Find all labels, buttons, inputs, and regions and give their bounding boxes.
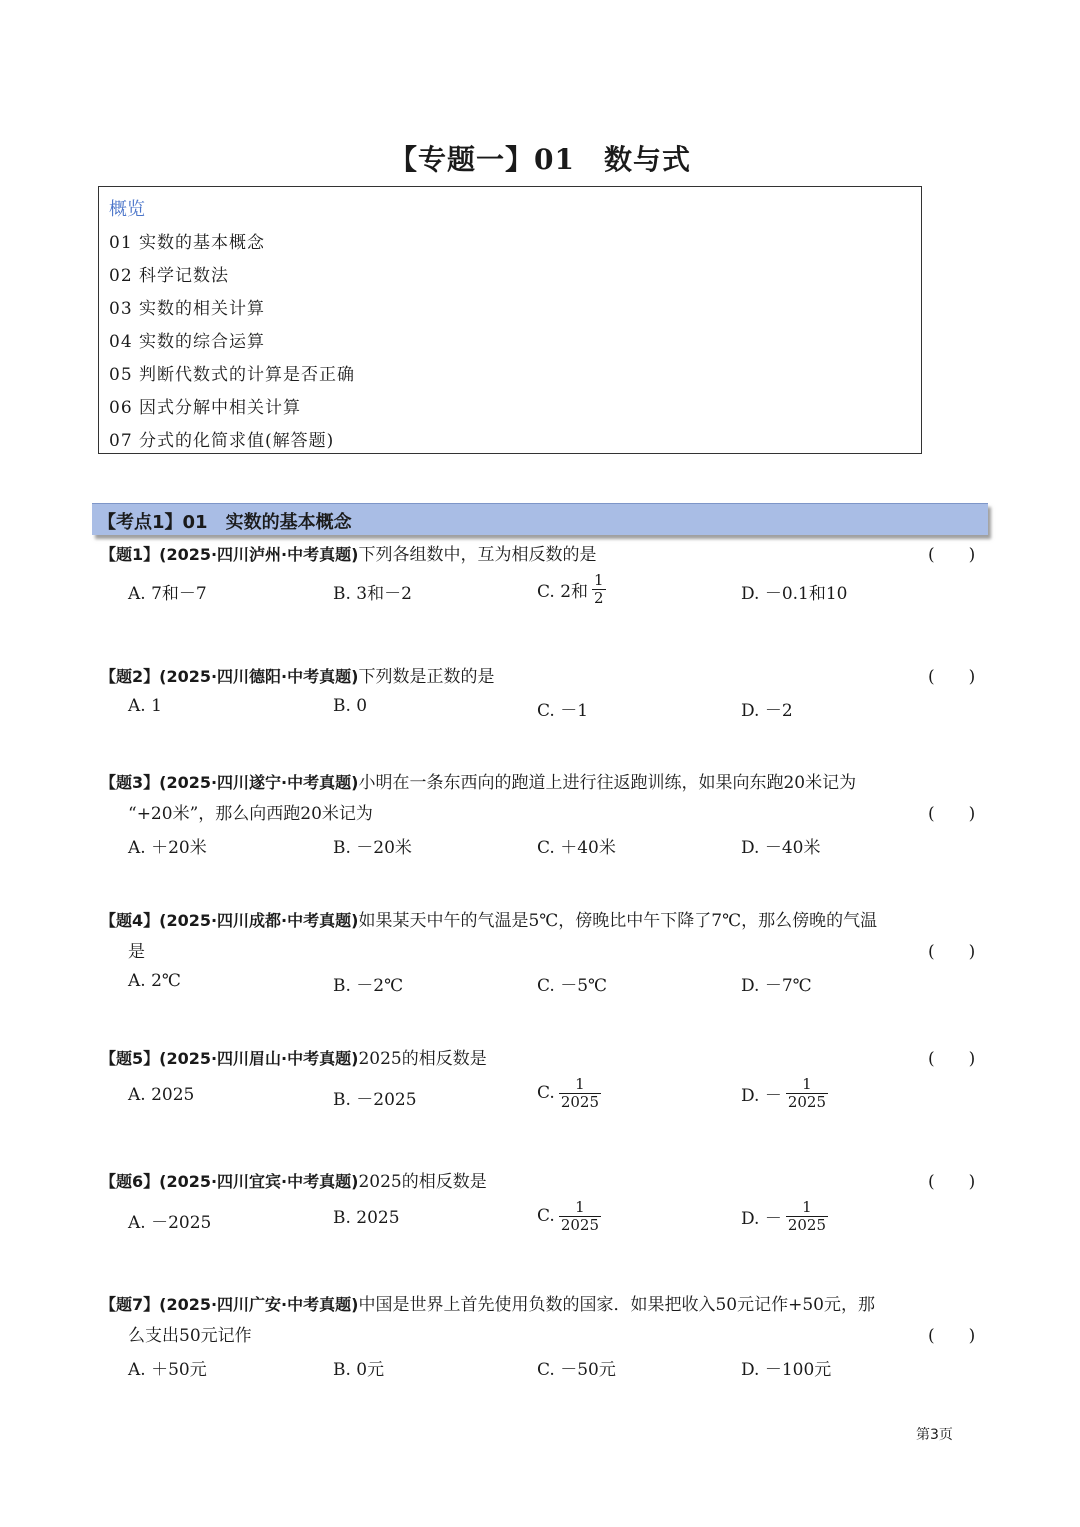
option-a: A. ＋20米 (128, 838, 207, 858)
option-d: D. －7℃ (741, 976, 812, 996)
question-text-cont: 么支出50元记作 (128, 1326, 252, 1346)
overview-item: 02 科学记数法 (109, 266, 230, 286)
answer-blank: ( ) (928, 1049, 976, 1069)
question-1 (100, 540, 596, 565)
option-a: A. 2℃ (128, 971, 181, 991)
option-d: D. － $\frac{1}{2025}$ (741, 1075, 827, 1111)
question-text: 如果某天中午的气温是5℃，傍晚比中午下降了7℃，那么傍晚的气温 (358, 911, 878, 931)
answer-blank: ( ) (928, 942, 976, 962)
option-c: C. $\frac{1}{2025}$ (537, 1198, 599, 1234)
fraction: $\frac{1}{2025}$ (787, 1198, 827, 1234)
overview-item: 04 实数的综合运算 (109, 332, 266, 352)
answer-blank: ( ) (928, 545, 976, 565)
option-c: C. ＋40米 (537, 838, 616, 858)
answer-blank: ( ) (928, 1172, 976, 1192)
question-tag: 【题2】(2025·四川德阳·中考真题) (100, 667, 359, 686)
option-d: D. －0.1和10 (741, 584, 848, 604)
question-4 (100, 906, 877, 931)
option-b: B. 0 (333, 696, 368, 716)
option-c: C. －1 (537, 701, 589, 721)
question-text: 2025的相反数是 (358, 1172, 487, 1192)
option-c: C. －50元 (537, 1360, 616, 1380)
question-7 (100, 1290, 875, 1315)
answer-blank: ( ) (928, 667, 976, 687)
fraction: $\frac{1}{2}$ (594, 571, 604, 607)
option-a: A. ＋50元 (128, 1360, 207, 1380)
option-b: B. 3和－2 (333, 584, 412, 604)
option-d: D. －40米 (741, 838, 821, 858)
section-header (92, 503, 988, 535)
question-tag: 【题7】(2025·四川广安·中考真题) (100, 1295, 359, 1314)
question-3 (100, 768, 856, 793)
option-d: D. －2 (741, 701, 793, 721)
question-text-cont: “+20米”，那么向西跑20米记为 (128, 804, 373, 824)
overview-item: 01 实数的基本概念 (109, 233, 266, 253)
question-tag: 【题5】(2025·四川眉山·中考真题) (100, 1049, 359, 1068)
question-tag: 【题4】(2025·四川成都·中考真题) (100, 911, 359, 930)
question-tag: 【题3】(2025·四川遂宁·中考真题) (100, 773, 359, 792)
question-text: 小明在一条东西向的跑道上进行往返跑训练，如果向东跑20米记为 (358, 773, 857, 793)
overview-item: 05 判断代数式的计算是否正确 (109, 365, 356, 385)
question-text: 2025的相反数是 (358, 1049, 487, 1069)
fraction: $\frac{1}{2025}$ (560, 1198, 599, 1234)
question-5 (100, 1044, 487, 1069)
page-title: 【专题一】01 数与式 (389, 143, 691, 176)
fraction: $\frac{1}{2025}$ (787, 1075, 827, 1111)
option-d: D. － $\frac{1}{2025}$ (741, 1198, 827, 1234)
page-number: 第3页 (916, 1427, 953, 1443)
option-d: D. －100元 (741, 1360, 832, 1380)
option-a: A. 2025 (128, 1085, 195, 1105)
option-a: A. 7和－7 (128, 584, 207, 604)
option-c: C. －5℃ (537, 976, 608, 996)
answer-blank: ( ) (928, 1326, 976, 1346)
question-2 (100, 662, 494, 687)
question-6 (100, 1167, 487, 1192)
overview-item: 03 实数的相关计算 (109, 299, 266, 319)
question-tag: 【题6】(2025·四川宜宾·中考真题) (100, 1172, 359, 1191)
overview-heading: 概览 (109, 199, 145, 220)
option-b: B. 2025 (333, 1208, 400, 1228)
option-c: C. $\frac{1}{2025}$ (537, 1075, 599, 1111)
option-a: A. 1 (128, 696, 162, 716)
overview-item: 07 分式的化简求值(解答题) (109, 431, 335, 451)
option-c: C. 2和 $\frac{1}{2}$ (537, 571, 604, 607)
question-text-cont: 是 (128, 942, 145, 962)
option-b: B. －2℃ (333, 976, 404, 996)
option-a: A. －2025 (128, 1213, 212, 1233)
option-b: B. 0元 (333, 1360, 385, 1380)
overview-item: 06 因式分解中相关计算 (109, 398, 302, 418)
overview-box (98, 186, 922, 454)
question-tag: 【题1】(2025·四川泸州·中考真题) (100, 545, 359, 564)
question-text: 下列数是正数的是 (358, 667, 495, 687)
option-b: B. －20米 (333, 838, 412, 858)
section-title: 【考点1】01 实数的基本概念 (98, 512, 352, 533)
answer-blank: ( ) (928, 804, 976, 824)
option-b: B. －2025 (333, 1090, 417, 1110)
question-text: 中国是世界上首先使用负数的国家．如果把收入50元记作+50元，那 (358, 1295, 875, 1315)
fraction: $\frac{1}{2025}$ (560, 1075, 599, 1111)
question-text: 下列各组数中，互为相反数的是 (358, 545, 597, 565)
